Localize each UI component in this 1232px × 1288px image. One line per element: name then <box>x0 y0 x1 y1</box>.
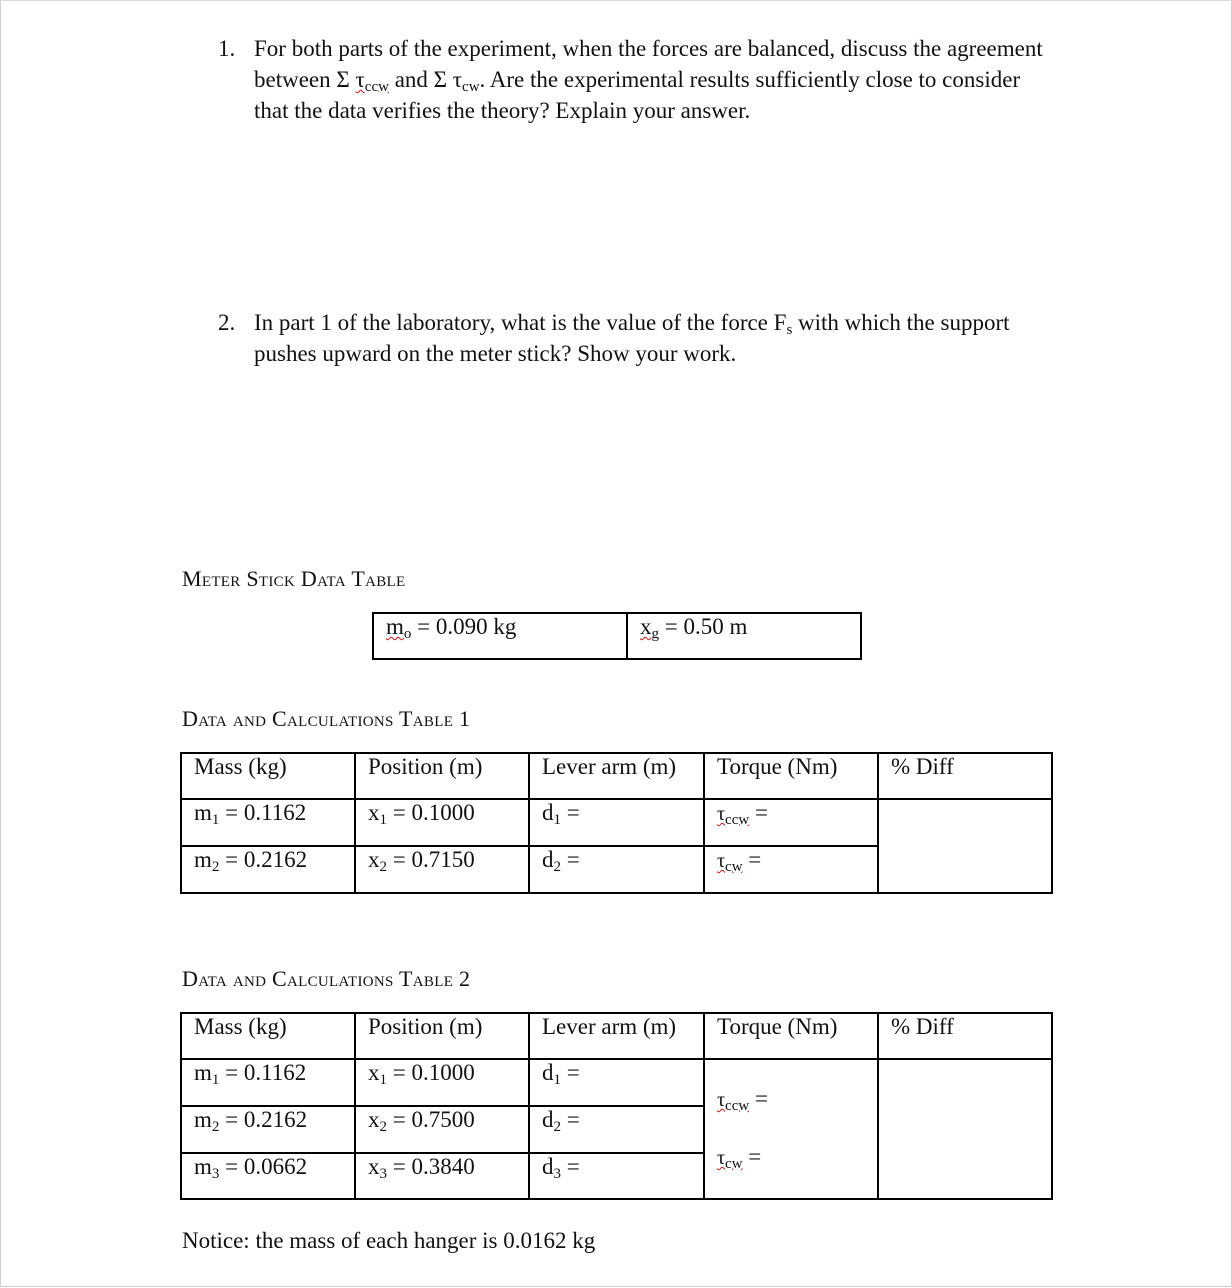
column-header: Mass (kg) <box>181 753 355 799</box>
page-top-edge <box>0 0 1232 1</box>
table-1-heading: Data and Calculations Table 1 <box>182 706 471 731</box>
table-2-heading: Data and Calculations Table 2 <box>182 966 471 991</box>
mass-stick-cell: $m_o = 0.090$ kg <box>373 613 627 659</box>
meter-stick-table <box>372 612 862 660</box>
lever-arm-cell: $d_2$ = <box>529 846 704 893</box>
column-header: Position (m) <box>355 753 529 799</box>
position-cell: $x_1 = 0.1000$ <box>355 799 529 846</box>
mass-cell: $m_1 = 0.1162$ <box>181 799 355 846</box>
question-2-number: 2. <box>218 310 236 335</box>
lever-arm-cell: $d_1$ = <box>529 1059 704 1106</box>
mass-cell: $m_2 = 0.2162$ <box>181 846 355 893</box>
question-1-number: 1. <box>218 36 236 61</box>
torque-cell: $\tau_{ccw}$ = $\tau_{cw}$ = <box>704 1059 878 1199</box>
column-header: Mass (kg) <box>181 1013 355 1059</box>
lever-arm-cell: $d_1$ = <box>529 799 704 846</box>
percent-diff-cell <box>878 1059 1052 1199</box>
lever-arm-cell: $d_3$ = <box>529 1153 704 1199</box>
column-header: Torque (Nm) <box>704 1013 878 1059</box>
position-cell: $x_1 = 0.1000$ <box>355 1059 529 1106</box>
table-row <box>181 1059 1052 1106</box>
column-header: Position (m) <box>355 1013 529 1059</box>
mass-cell: $m_3 = 0.0662$ <box>181 1153 355 1199</box>
lever-arm-cell: $d_2$ = <box>529 1106 704 1153</box>
column-header: % Diff <box>878 753 1052 799</box>
percent-diff-cell <box>878 799 1052 893</box>
position-cell: $x_2 = 0.7150$ <box>355 846 529 893</box>
column-header: Lever arm (m) <box>529 1013 704 1059</box>
xg-cell: $x_g = 0.50$ m <box>627 613 861 659</box>
hanger-mass-notice: Notice: the mass of each hanger is 0.0162 kg <box>182 1228 596 1253</box>
torque-cell: $\tau_{cw}$ = <box>704 846 878 893</box>
data-table-1 <box>180 752 1053 894</box>
mass-cell: $m_2 = 0.2162$ <box>181 1106 355 1153</box>
column-header: % Diff <box>878 1013 1052 1059</box>
data-table-2 <box>180 1012 1053 1200</box>
column-header: Torque (Nm) <box>704 753 878 799</box>
question-1-text: For both parts of the experiment, when the forces are balanced, discuss the agreement between Σ $\tau_{ccw}$ and Σ $\tau_{cw}$. Are the experimental results sufficiently close to consider that the data verifies the theory? Explain your answer. <box>254 36 1043 123</box>
question-2-text: In part 1 of the laboratory, what is the value of the force $F_s$ with which the support pushes upward on the meter stick? Show your work. <box>254 310 1010 366</box>
torque-cell: $\tau_{ccw}$ = <box>704 799 878 846</box>
mass-cell: $m_1 = 0.1162$ <box>181 1059 355 1106</box>
column-header: Lever arm (m) <box>529 753 704 799</box>
meter-stick-heading: Meter Stick Data Table <box>182 566 406 591</box>
position-cell: $x_2 = 0.7500$ <box>355 1106 529 1153</box>
position-cell: $x_3 = 0.3840$ <box>355 1153 529 1199</box>
table-row <box>181 799 1052 846</box>
